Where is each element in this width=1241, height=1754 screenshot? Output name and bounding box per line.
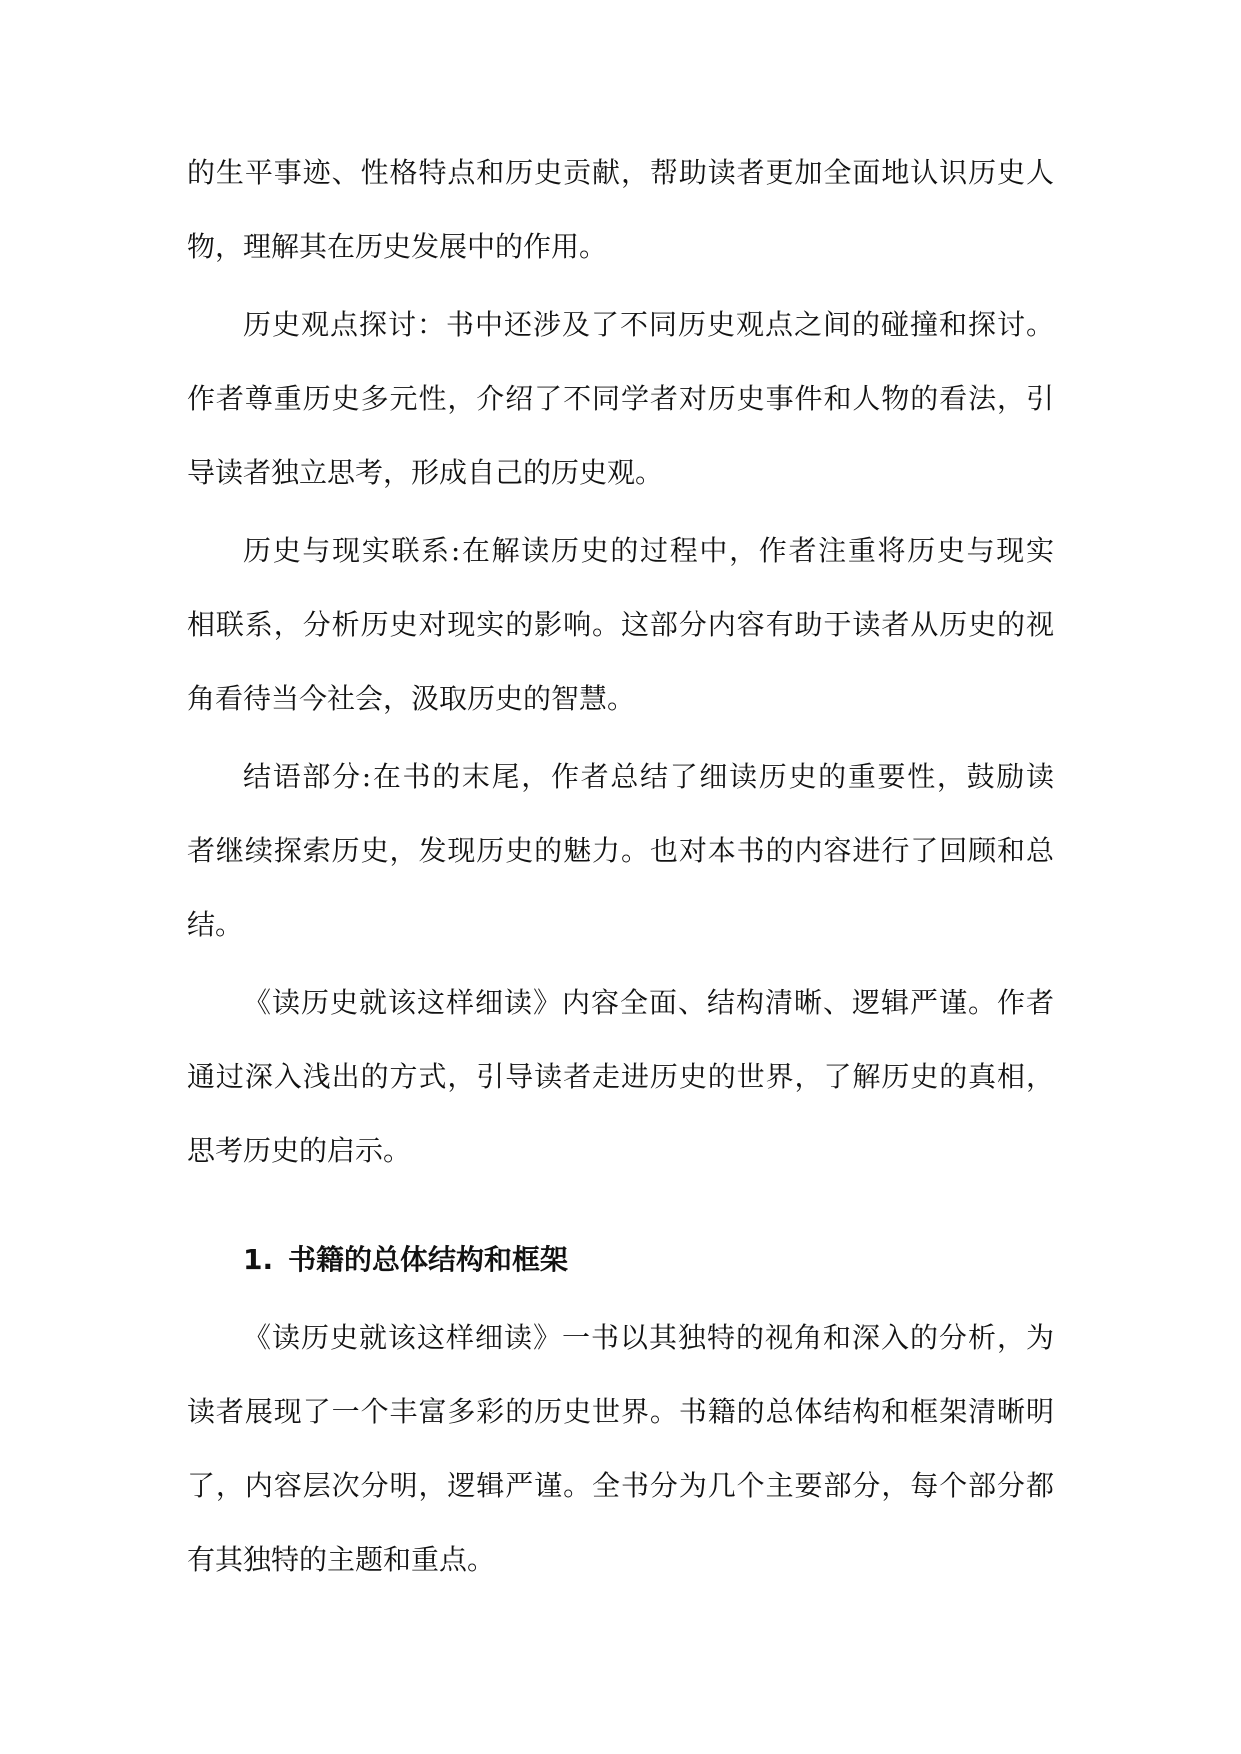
- paragraph: [187, 514, 1054, 736]
- text-line: 者继续探索历史，发现历史的魅力。也对本书的内容进行了回顾和总: [187, 834, 1054, 867]
- paragraph: [187, 740, 1054, 962]
- paragraph: [187, 966, 1054, 1188]
- text-line: 有其独特的主题和重点。: [187, 1543, 496, 1576]
- text-line: 的生平事迹、性格特点和历史贡献，帮助读者更加全面地认识历史人: [187, 156, 1054, 189]
- section-heading: [187, 1223, 1054, 1297]
- section-title: 书籍的总体结构和框架: [288, 1243, 569, 1276]
- paragraph: [187, 288, 1054, 510]
- text-line: 通过深入浅出的方式，引导读者走进历史的世界，了解历史的真相，: [187, 1060, 1054, 1093]
- text-line: 思考历史的启示。: [187, 1134, 412, 1167]
- text-line: 结语部分:在书的末尾，作者总结了细读历史的重要性，鼓励读: [243, 760, 1054, 793]
- text-line: 结。: [187, 908, 244, 941]
- document-body: [187, 136, 1054, 1597]
- text-line: 导读者独立思考，形成自己的历史观。: [187, 456, 664, 489]
- text-line: 读者展现了一个丰富多彩的历史世界。书籍的总体结构和框架清晰明: [187, 1395, 1054, 1428]
- text-line: 《读历史就该这样细读》内容全面、结构清晰、逻辑严谨。作者: [243, 986, 1054, 1019]
- section-number: 1.: [243, 1243, 274, 1276]
- paragraph: [187, 136, 1054, 284]
- paragraph: [187, 1301, 1054, 1597]
- text-line: 角看待当今社会，汲取历史的智慧。: [187, 682, 636, 715]
- text-line: 历史观点探讨：书中还涉及了不同历史观点之间的碰撞和探讨。: [243, 308, 1054, 341]
- text-line: 作者尊重历史多元性，介绍了不同学者对历史事件和人物的看法，引: [187, 382, 1054, 415]
- text-line: 相联系，分析历史对现实的影响。这部分内容有助于读者从历史的视: [187, 608, 1054, 641]
- text-line: 历史与现实联系:在解读历史的过程中，作者注重将历史与现实: [243, 534, 1054, 567]
- text-line: 了，内容层次分明，逻辑严谨。全书分为几个主要部分，每个部分都: [187, 1469, 1054, 1502]
- text-line: 《读历史就该这样细读》一书以其独特的视角和深入的分析，为: [243, 1321, 1054, 1354]
- text-line: 物，理解其在历史发展中的作用。: [187, 230, 608, 263]
